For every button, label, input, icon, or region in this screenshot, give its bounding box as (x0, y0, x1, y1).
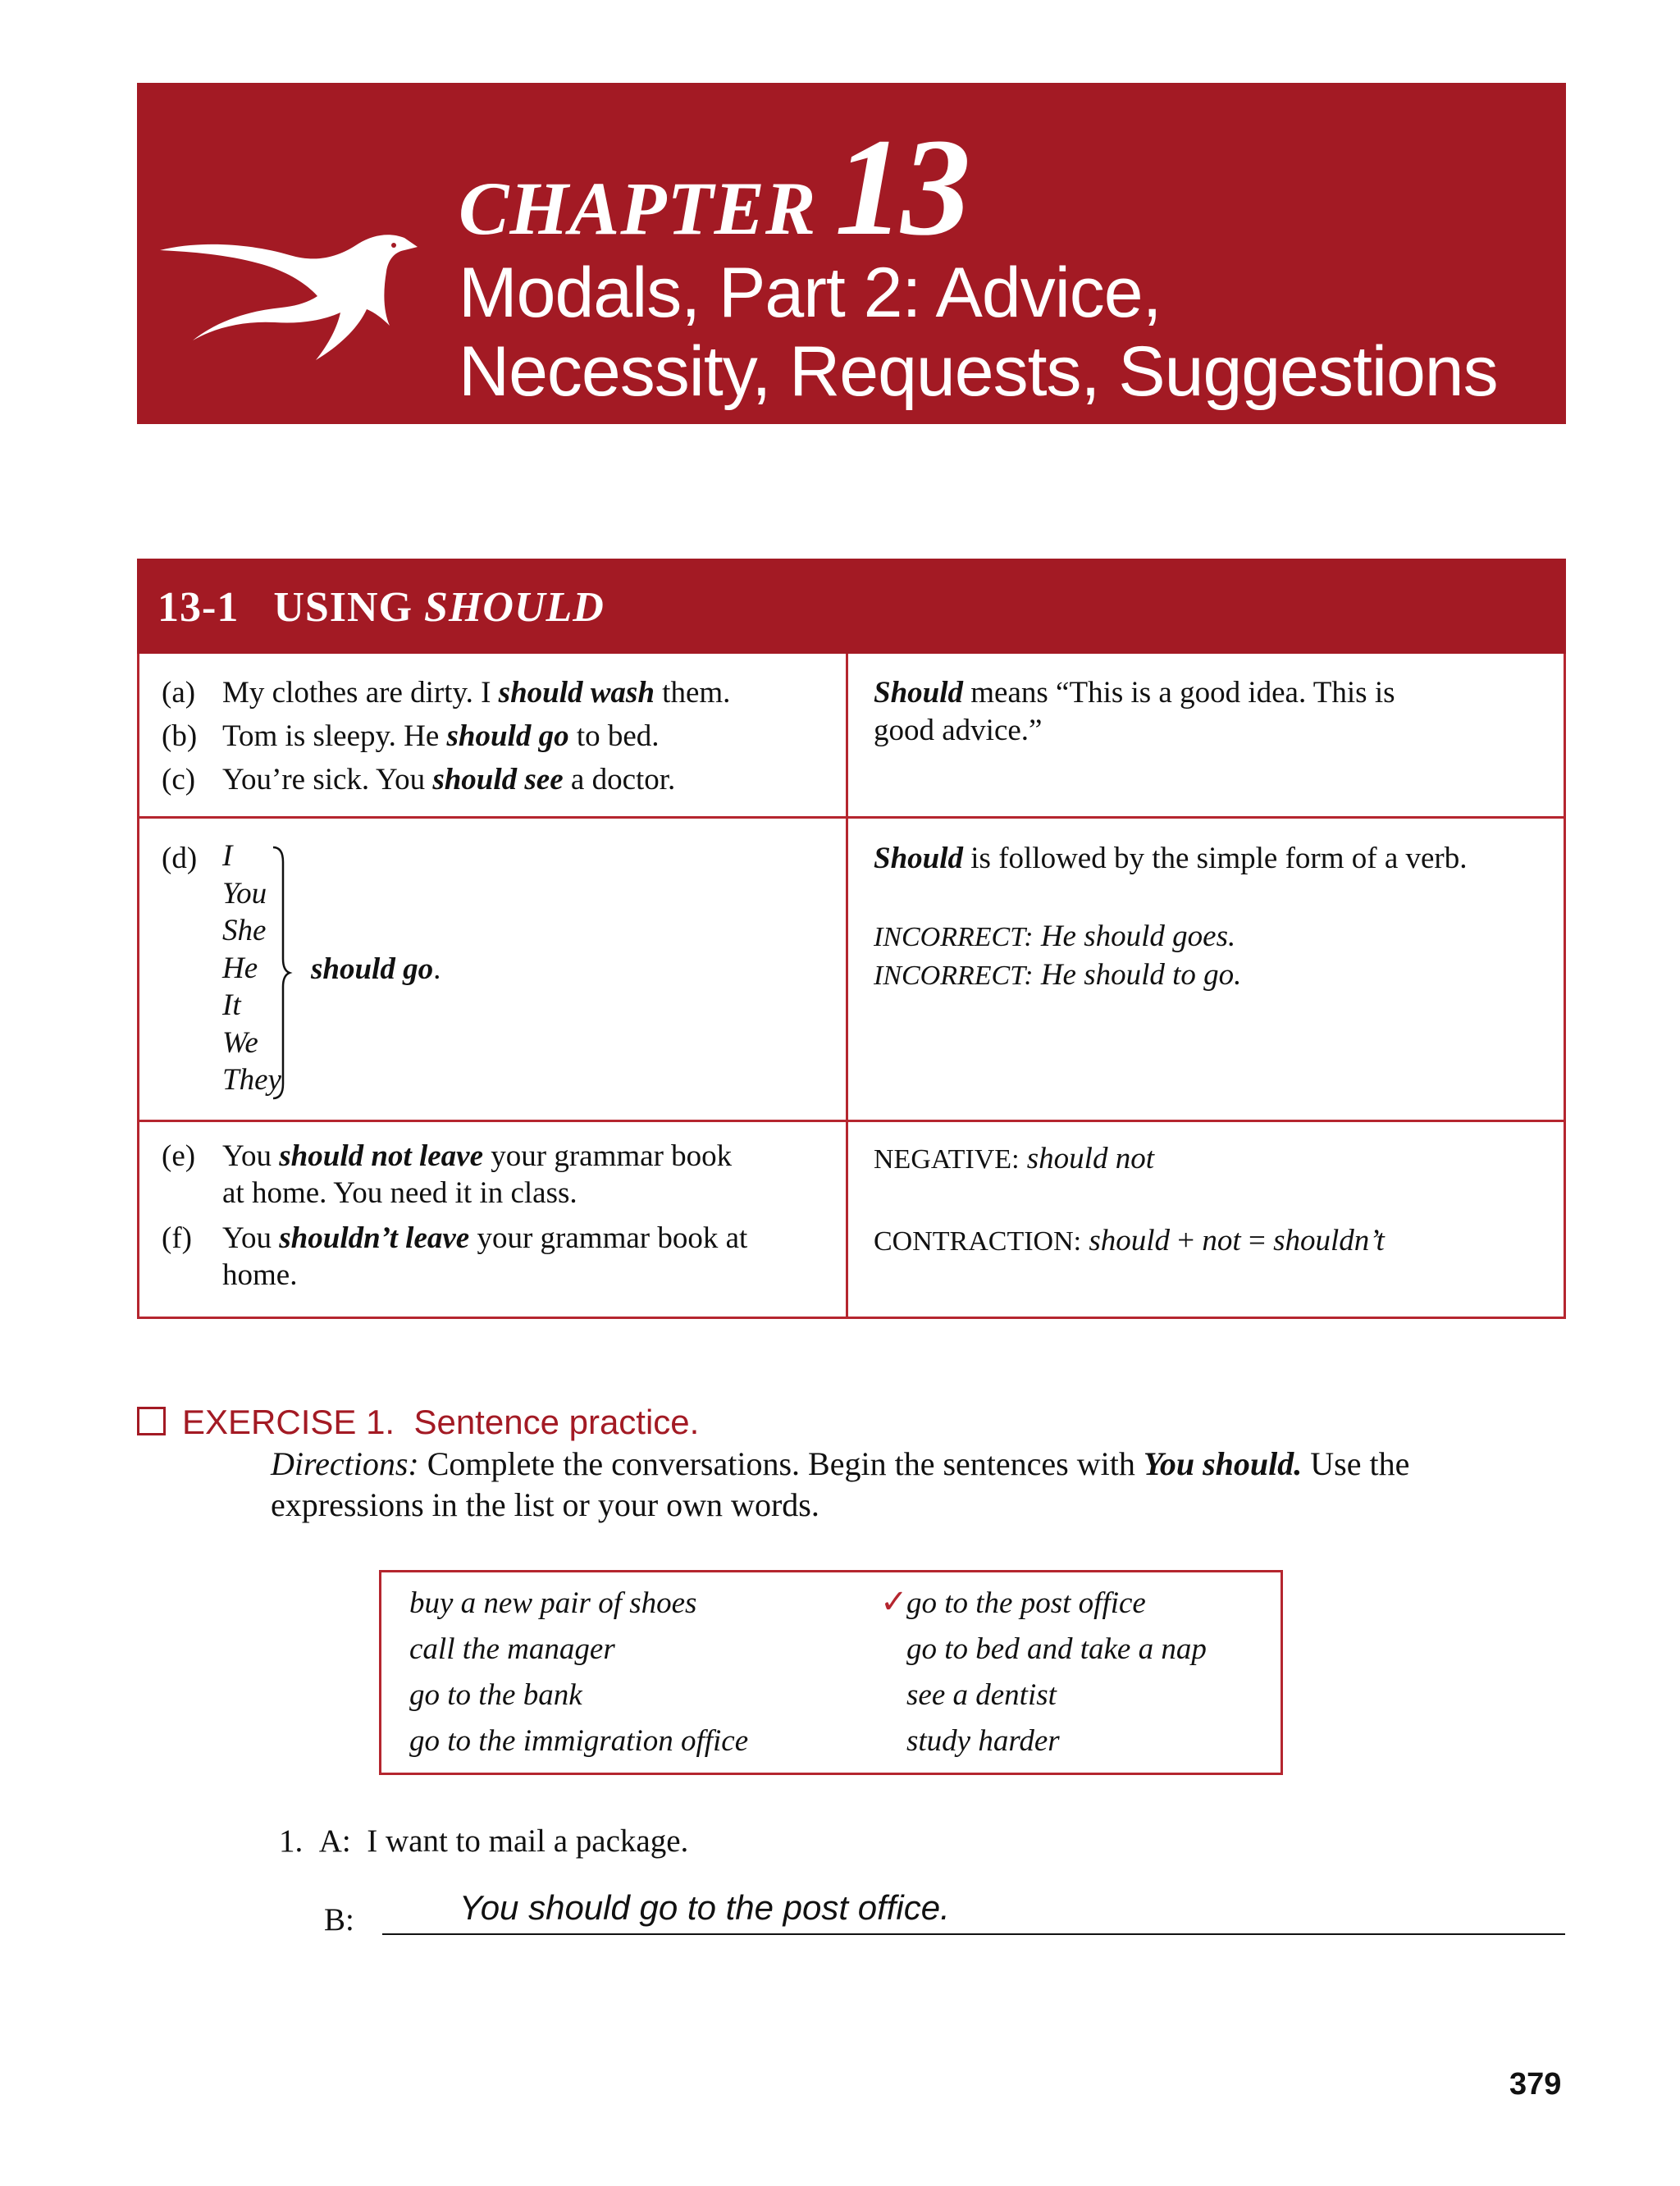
expression-item: go to bed and take a nap (906, 1632, 1207, 1666)
chart-section-title (158, 583, 605, 632)
explanation-simple-form: Should is followed by the simple form of a verb. INCORRECT: He should goes. INCORRECT: He should to go. (874, 837, 1554, 995)
pronoun-item: We (222, 1025, 258, 1060)
chapter-heading (459, 107, 968, 264)
right-brace-icon (268, 846, 293, 1100)
expression-column-left (409, 1581, 748, 1764)
exercise-item-1-a: 1. A: I want to mail a package. (279, 1823, 689, 1859)
section-number: 13-1 (158, 584, 240, 631)
example-f: (f) You shouldn’t leave your grammar book at home. (162, 1221, 748, 1292)
expression-item: study harder (906, 1724, 1060, 1758)
explanation-negative (874, 1138, 1554, 1263)
pronoun-item: She (222, 914, 267, 947)
pronoun-item: It (222, 988, 241, 1022)
incorrect-example-1: INCORRECT: He should goes. (874, 920, 1236, 953)
expression-item: go to the immigration office (409, 1724, 749, 1758)
exercise-item-1-answer[interactable]: You should go to the post office. (459, 1888, 950, 1927)
exercise-label: EXERCISE 1. (182, 1403, 395, 1441)
grammar-chart (137, 559, 1566, 1319)
exercise-directions: Directions: Complete the conversations. Begin the sentences with You should. Use the expressions in the list or your own words. (271, 1445, 1410, 1523)
chapter-word: CHAPTER (459, 167, 817, 250)
pronoun-item: They (222, 1063, 281, 1097)
expression-item: buy a new pair of shoes (409, 1586, 697, 1620)
expression-column-right (880, 1581, 1207, 1764)
chart-right-border (1564, 654, 1566, 1319)
contraction-form: CONTRACTION: should + not = shouldn’t (874, 1224, 1385, 1257)
chart-row-divider (137, 816, 1566, 819)
swallow-bird-icon (144, 158, 441, 363)
chapter-title-line2: Necessity, Requests, Suggestions (459, 332, 1498, 411)
example-a: (a) My clothes are dirty. I should wash them. (162, 676, 731, 710)
exercise-heading (137, 1403, 699, 1442)
chapter-number: 13 (834, 110, 968, 264)
should-go-phrase: should go. (311, 952, 441, 986)
expression-list-box (379, 1570, 1283, 1775)
chapter-title-line1: Modals, Part 2: Advice, (459, 253, 1162, 332)
chart-bottom-border (137, 1317, 1566, 1319)
exercise-checkbox[interactable] (137, 1407, 166, 1435)
chapter-title (459, 253, 1558, 411)
expression-item: call the manager (409, 1632, 615, 1666)
pronoun-item: He (222, 951, 258, 985)
expression-item: see a dentist (906, 1678, 1057, 1712)
chart-row-divider (137, 1120, 1566, 1122)
example-b: (b) Tom is sleepy. He should go to bed. (162, 719, 660, 753)
negative-form: NEGATIVE: should not (874, 1142, 1154, 1175)
expression-item-checked: ✓ go to the post office (906, 1581, 1207, 1627)
chart-left-border (137, 654, 139, 1319)
pronoun-item: You (222, 876, 267, 910)
exercise-item-1-b-label: B: (324, 1902, 354, 1937)
example-list-ef (162, 1138, 842, 1302)
page-number: 379 (1509, 2067, 1562, 2102)
incorrect-example-2: INCORRECT: He should to go. (874, 958, 1242, 992)
section-title-plain: USING (273, 584, 413, 631)
exercise-title: Sentence practice. (413, 1403, 700, 1441)
example-e: (e) You should not leave your grammar book at home. You need it in class. (162, 1139, 733, 1210)
explanation-should-meaning: Should means “This is a good idea. This is good advice.” (874, 676, 1395, 747)
pronoun-item: I (222, 839, 233, 873)
example-c: (c) You’re sick. You should see a doctor. (162, 763, 676, 796)
chart-header (137, 559, 1566, 654)
example-d-pronouns: (d) I You She He It We They should go. (162, 837, 842, 1116)
answer-blank-line (382, 1933, 1565, 1935)
chapter-banner (137, 83, 1566, 424)
section-title-italic: SHOULD (424, 584, 605, 631)
check-mark-icon: ✓ (880, 1583, 908, 1620)
expression-item: go to the bank (409, 1678, 582, 1712)
chart-column-divider (846, 654, 848, 1319)
